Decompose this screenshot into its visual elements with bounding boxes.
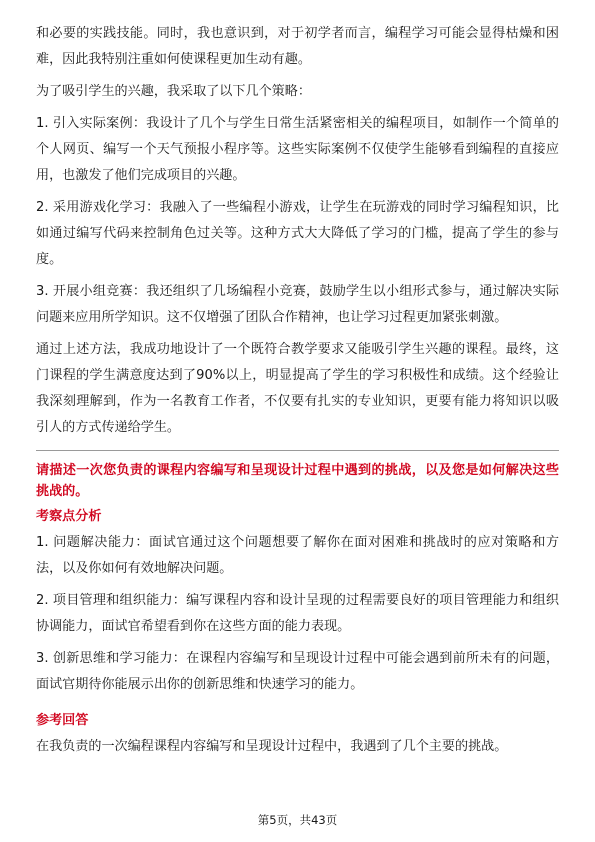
analysis-point: 2. 项目管理和组织能力：编写课程内容和设计呈现的过程需要良好的项目管理能力和组织协调能力，面试官希望看到你在这些方面的能力表现。 <box>36 593 559 634</box>
strategy-item: 3. 开展小组竞赛：我还组织了几场编程小竞赛，鼓励学生以小组形式参与，通过解决实际问题来应用所学知识。这不仅增强了团队合作精神，也让学习过程更加紧张刺激。 <box>36 284 559 325</box>
reference-heading: 参考回答 <box>36 713 89 728</box>
strategy-item: 2. 采用游戏化学习：我融入了一些编程小游戏，让学生在玩游戏的同时学习编程知识，比如通过编写代码来控制角色过关等。这种方式大大降低了学习的门槛，提高了学生的参与度。 <box>36 200 559 267</box>
paragraph-conclusion: 通过上述方法，我成功地设计了一个既符合教学要求又能吸引学生兴趣的课程。最终，这门课程的学生满意度达到了90%以上，明显提高了学生的学习积极性和成绩。这个经验让我深刻理解到，作为一名教育工作者，不仅要有扎实的专业知识，更要有能力将知识以吸引人的方式传递给学生。 <box>36 342 559 435</box>
question-text: 请描述一次您负责的课程内容编写和呈现设计过程中遇到的挑战，以及您是如何解决这些挑战的。 <box>36 463 559 499</box>
page-content <box>36 21 559 760</box>
paragraph-intro-continued: 和必要的实践技能。同时，我也意识到，对于初学者而言，编程学习可能会显得枯燥和困难，因此我特别注重如何使课程更加生动有趣。 <box>36 26 559 67</box>
reference-text: 在我负责的一次编程课程内容编写和呈现设计过程中，我遇到了几个主要的挑战。 <box>36 739 508 754</box>
paragraph-strategies-lead: 为了吸引学生的兴趣，我采取了以下几个策略： <box>36 84 311 99</box>
page-number-footer: 第5页，共43页 <box>257 813 338 827</box>
strategy-item: 1. 引入实际案例：我设计了几个与学生日常生活紧密相关的编程项目，如制作一个简单的个人网页、编写一个天气预报小程序等。这些实际案例不仅使学生能够看到编程的直接应用，也激发了他们完成项目的兴趣。 <box>36 116 559 183</box>
analysis-heading: 考察点分析 <box>36 509 102 524</box>
section-divider <box>36 450 559 451</box>
analysis-point: 3. 创新思维和学习能力：在课程内容编写和呈现设计过程中可能会遇到前所未有的问题，面试官期待你能展示出你的创新思维和快速学习的能力。 <box>36 651 559 692</box>
analysis-point: 1. 问题解决能力：面试官通过这个问题想要了解你在面对困难和挑战时的应对策略和方法，以及你如何有效地解决问题。 <box>36 535 559 576</box>
